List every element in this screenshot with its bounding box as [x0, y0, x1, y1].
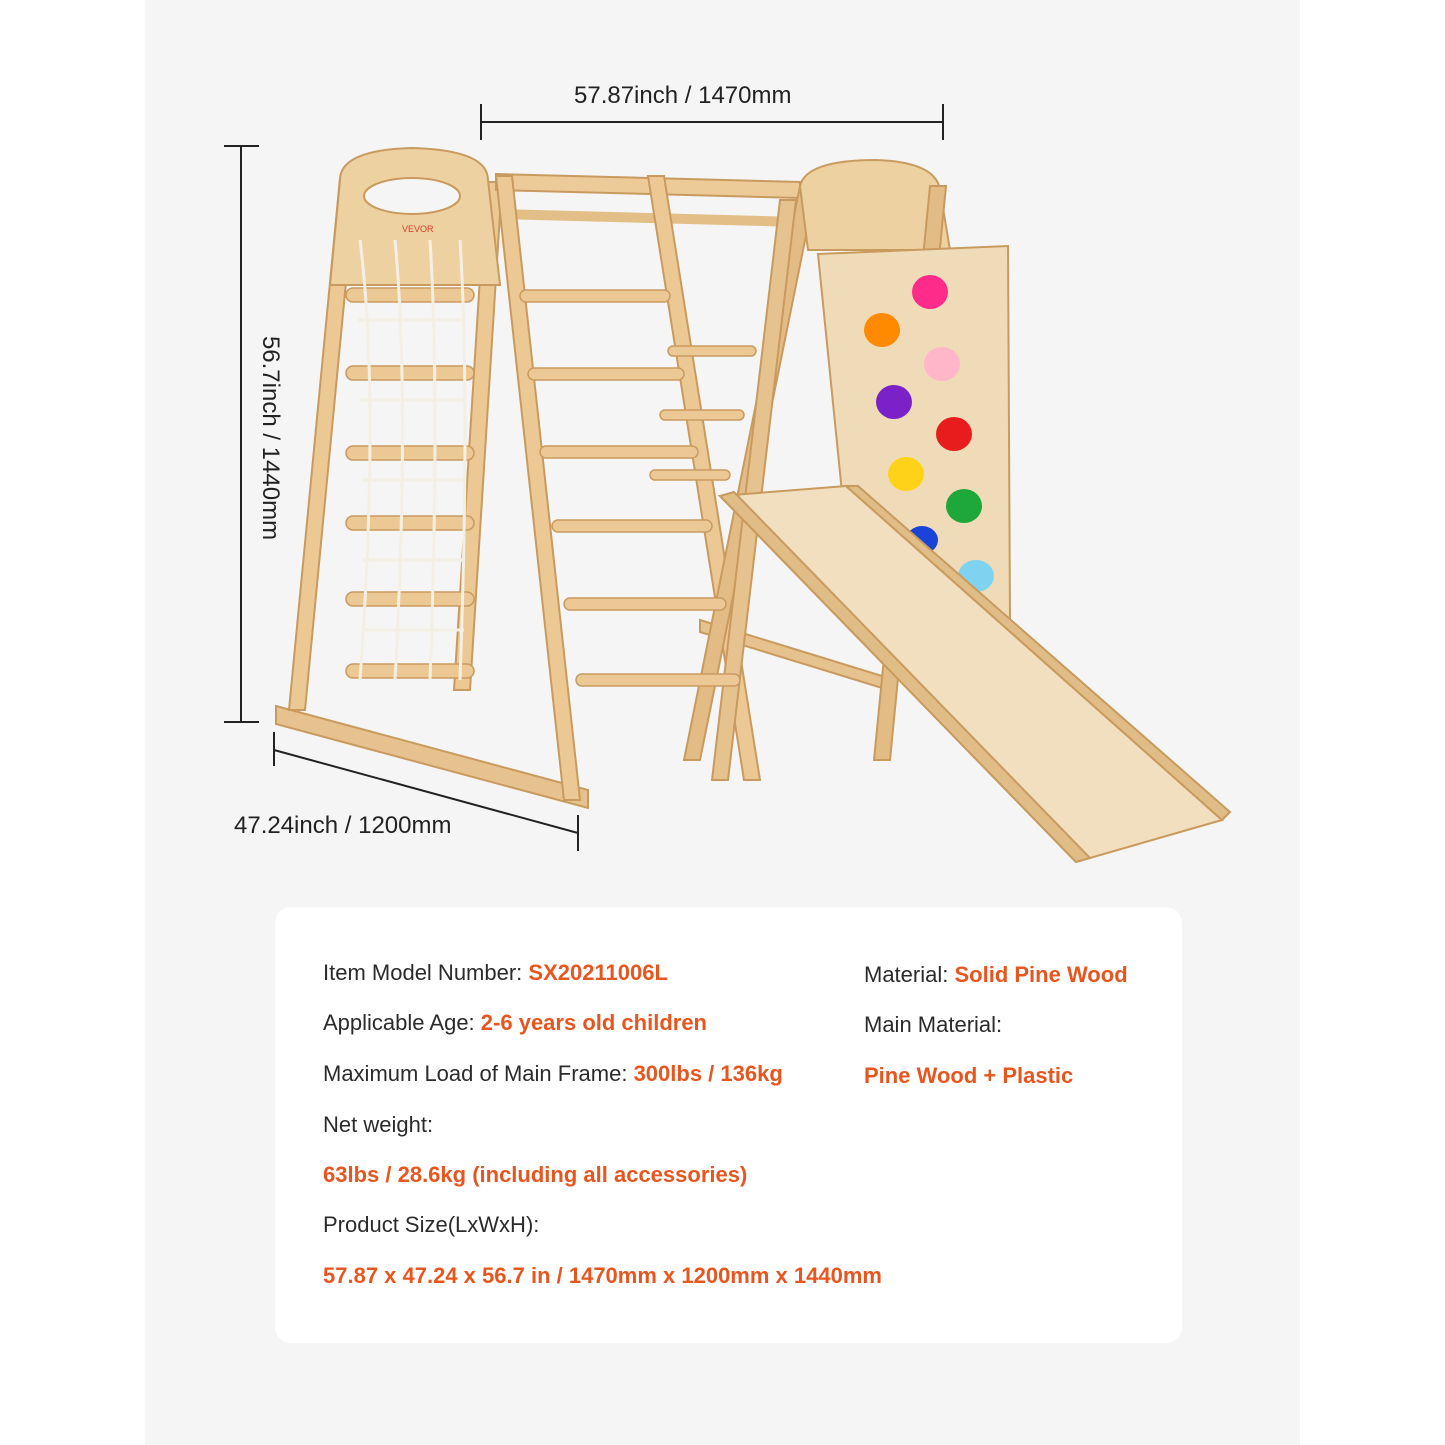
model-row: [323, 959, 668, 987]
load-label: Maximum Load of Main Frame:: [323, 1061, 628, 1086]
net-weight-value: 63lbs / 28.6kg (including all accessories): [323, 1162, 748, 1187]
spec-card: [275, 907, 1182, 1343]
load-value: 300lbs / 136kg: [633, 1061, 783, 1086]
size-value: 57.87 x 47.24 x 56.7 in / 1470mm x 1200mm x 1440mm: [323, 1263, 882, 1288]
main-material-value: Pine Wood + Plastic: [864, 1063, 1074, 1088]
net-weight-label: Net weight:: [323, 1112, 434, 1137]
width-dimension-label: 57.87inch / 1470mm: [574, 82, 792, 109]
material-value: Solid Pine Wood: [954, 962, 1128, 987]
age-value: 2-6 years old children: [480, 1010, 707, 1035]
height-dimension-label: 56.7inch / 1440mm: [257, 335, 284, 541]
model-value: SX20211006L: [528, 960, 668, 985]
size-label: Product Size(LxWxH):: [323, 1212, 540, 1237]
climbing-hold: [936, 417, 972, 451]
main-material-label: Main Material:: [864, 1012, 1003, 1037]
climbing-hold: [864, 313, 900, 347]
age-row: [323, 1009, 707, 1037]
climbing-hold: [888, 457, 924, 491]
climbing-hold: [924, 347, 960, 381]
age-label: Applicable Age:: [323, 1010, 475, 1035]
climbing-hold: [912, 275, 948, 309]
brand-mark: VEVOR: [402, 224, 434, 234]
material-row: [864, 961, 1128, 989]
climbing-hold: [876, 385, 912, 419]
climbing-hold: [946, 489, 982, 523]
load-row: [323, 1060, 783, 1088]
depth-dimension-label: 47.24inch / 1200mm: [234, 812, 452, 839]
material-label: Material:: [864, 962, 949, 987]
model-label: Item Model Number:: [323, 960, 523, 985]
